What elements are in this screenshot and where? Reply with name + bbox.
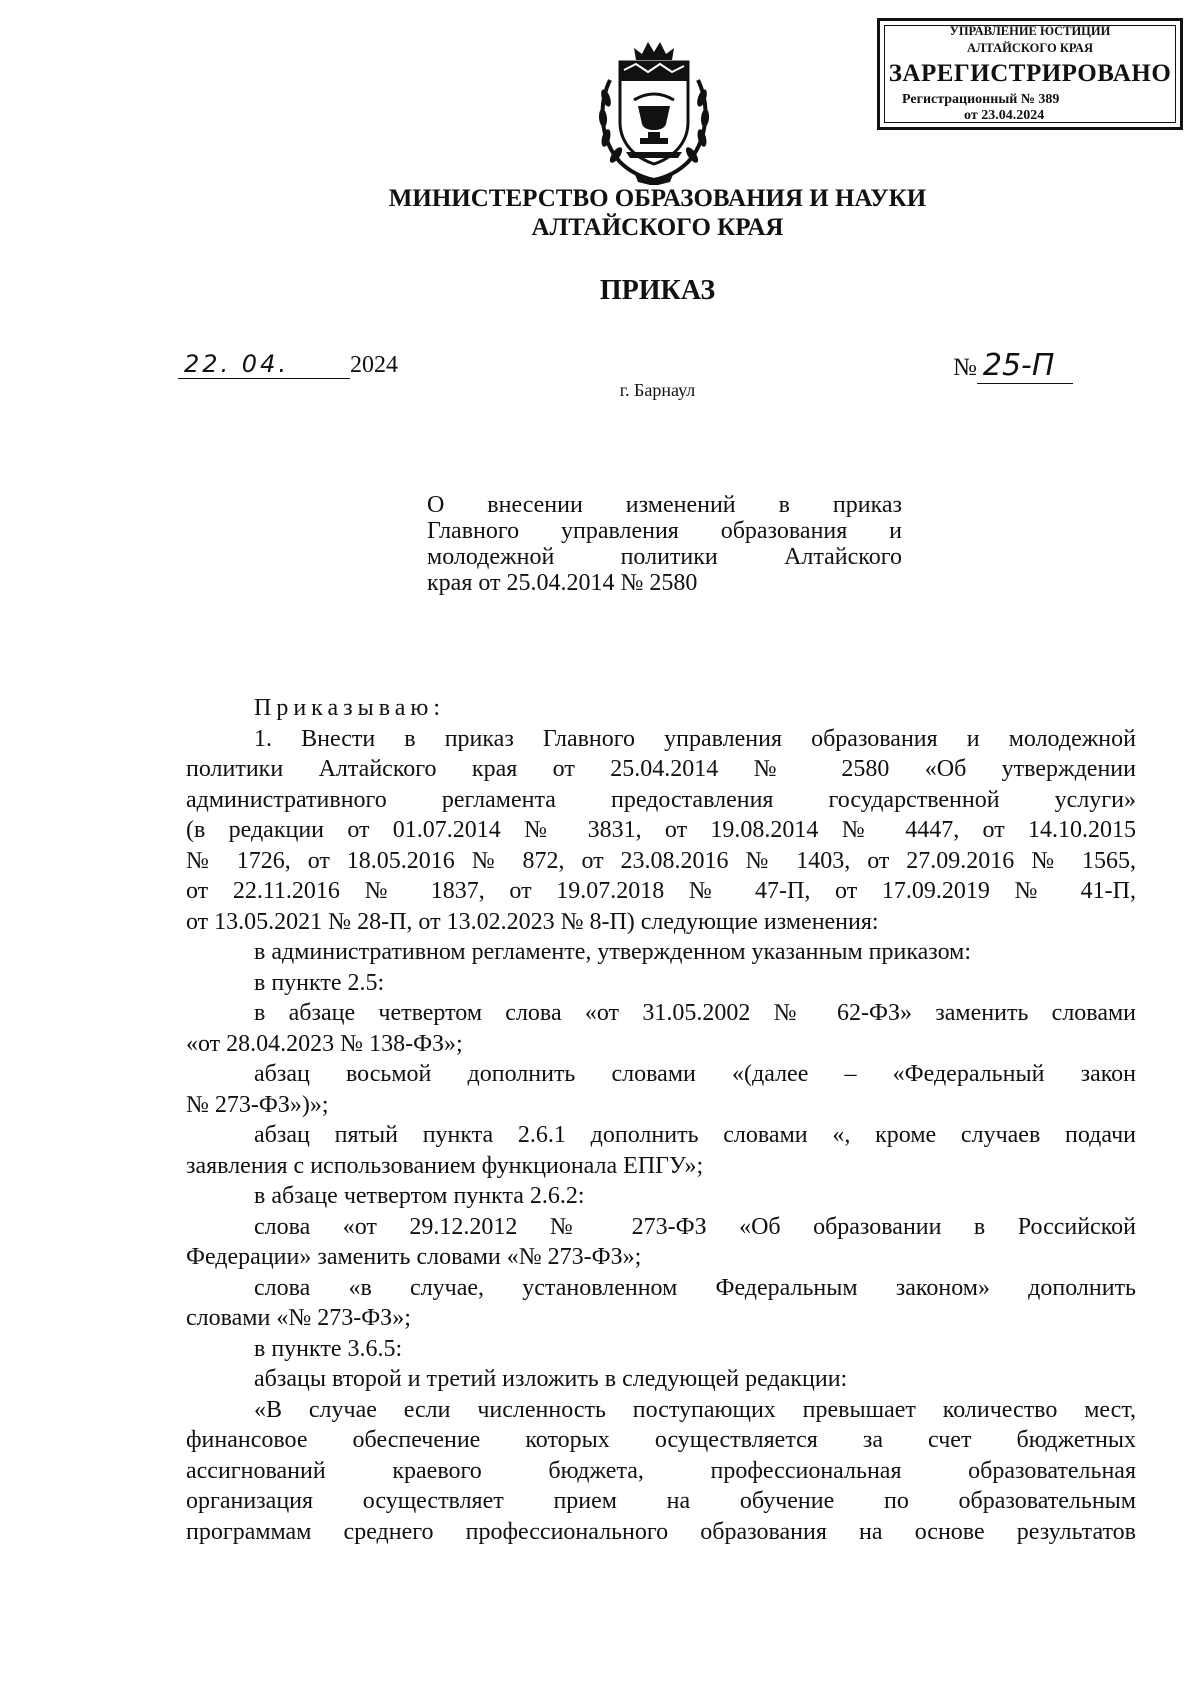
registration-stamp	[877, 18, 1183, 130]
subject-line: молодежной политики Алтайского	[427, 544, 902, 570]
order-year: 2024	[350, 352, 398, 378]
stamp-reg-date: от 23.04.2024	[964, 108, 1045, 123]
body-text	[186, 693, 1136, 1547]
orders-word: Приказываю:	[254, 695, 445, 721]
paragraph-line: «В случае если численность поступающих превышает количество мест,	[254, 1396, 1136, 1423]
paragraph-line: абзацы второй и третий изложить в следующей редакции:	[254, 1366, 848, 1392]
paragraph-line: программам среднего профессионального образования на основе результатов	[186, 1518, 1136, 1545]
paragraph-line: в пункте 3.6.5:	[254, 1335, 403, 1362]
paragraph-line: в абзаце четвертом пункта 2.6.2:	[254, 1183, 585, 1209]
city: г. Барнаул	[619, 380, 696, 400]
order-number	[953, 348, 1073, 384]
subject-line: края от 25.04.2014 № 2580	[427, 570, 698, 596]
order-date	[178, 350, 398, 379]
paragraph-line: Федерации» заменить словами «№ 273-ФЗ»;	[186, 1244, 642, 1270]
stamp-status: ЗАРЕГИСТРИРОВАНО	[888, 60, 1172, 87]
paragraph-line: (в редакции от 01.07.2014 № 3831, от 19.08.2014 № 4447, от 14.10.2015	[186, 817, 1136, 843]
paragraph-line: в административном регламенте, утвержденном указанным приказом:	[254, 939, 971, 965]
ministry-line2: АЛТАЙСКОГО КРАЯ	[531, 214, 784, 241]
handwritten-date: 22. 04.	[178, 350, 350, 379]
paragraph-line: слова «от 29.12.2012 № 273-ФЗ «Об образовании в Российской	[254, 1213, 1136, 1240]
ministry-heading	[0, 184, 1200, 242]
paragraph-line: в абзаце четвертом слова «от 31.05.2002 № 62-ФЗ» заменить словами	[254, 1000, 1136, 1026]
paragraph-line: административного регламента предоставления государственной услуги»	[186, 786, 1136, 813]
paragraph-line: политики Алтайского края от 25.04.2014 № 2580 «Об утверждении	[186, 756, 1136, 782]
paragraph-line: абзац пятый пункта 2.6.1 дополнить словами «, кроме случаев подачи	[254, 1122, 1136, 1148]
stamp-org-line1: УПРАВЛЕНИЕ ЮСТИЦИИ	[949, 24, 1111, 38]
stamp-inner-frame	[884, 25, 1176, 123]
paragraph-line: словами «№ 273-ФЗ»;	[186, 1305, 411, 1331]
paragraph-line: от 13.05.2021 № 28-П, от 13.02.2023 № 8-П) следующие изменения:	[186, 908, 879, 935]
document-type: ПРИКАЗ	[599, 275, 716, 306]
paragraph-line: № 1726, от 18.05.2016 № 872, от 23.08.2016 № 1403, от 27.09.2016 № 1565,	[186, 847, 1136, 874]
coat-of-arms-emblem	[590, 40, 718, 185]
paragraph-line: № 273-ФЗ»)»;	[186, 1091, 329, 1118]
stamp-reg-number: Регистрационный № 389	[902, 92, 1060, 107]
subject-line: О внесении изменений в приказ	[427, 492, 902, 518]
subject-line: Главного управления образования и	[427, 518, 902, 544]
paragraph-line: абзац восьмой дополнить словами «(далее – «Федеральный закон	[254, 1061, 1136, 1087]
paragraph-line: ассигнований краевого бюджета, профессиональная образовательная	[186, 1457, 1136, 1484]
stamp-org-line2: АЛТАЙСКОГО КРАЯ	[967, 41, 1093, 55]
paragraph-line: «от 28.04.2023 № 138-ФЗ»;	[186, 1030, 463, 1057]
paragraph-line: финансовое обеспечение которых осуществляется за счет бюджетных	[186, 1427, 1136, 1453]
paragraph-line: от 22.11.2016 № 1837, от 19.07.2018 № 47-П, от 17.09.2019 № 41-П,	[186, 878, 1136, 904]
paragraph-line: слова «в случае, установленном Федеральным законом» дополнить	[254, 1274, 1136, 1301]
ministry-line1: МИНИСТЕРСТВО ОБРАЗОВАНИЯ И НАУКИ	[388, 185, 927, 212]
paragraph-line: в пункте 2.5:	[254, 969, 385, 996]
paragraph-line: организация осуществляет прием на обучение по образовательным	[186, 1488, 1136, 1514]
number-prefix: №	[953, 354, 977, 381]
subject-block	[427, 492, 902, 596]
paragraph-line: 1. Внести в приказ Главного управления образования и молодежной	[254, 725, 1136, 752]
paragraph-line: заявления с использованием функционала ЕПГУ»;	[186, 1152, 704, 1179]
handwritten-number: 25-П	[977, 348, 1073, 384]
